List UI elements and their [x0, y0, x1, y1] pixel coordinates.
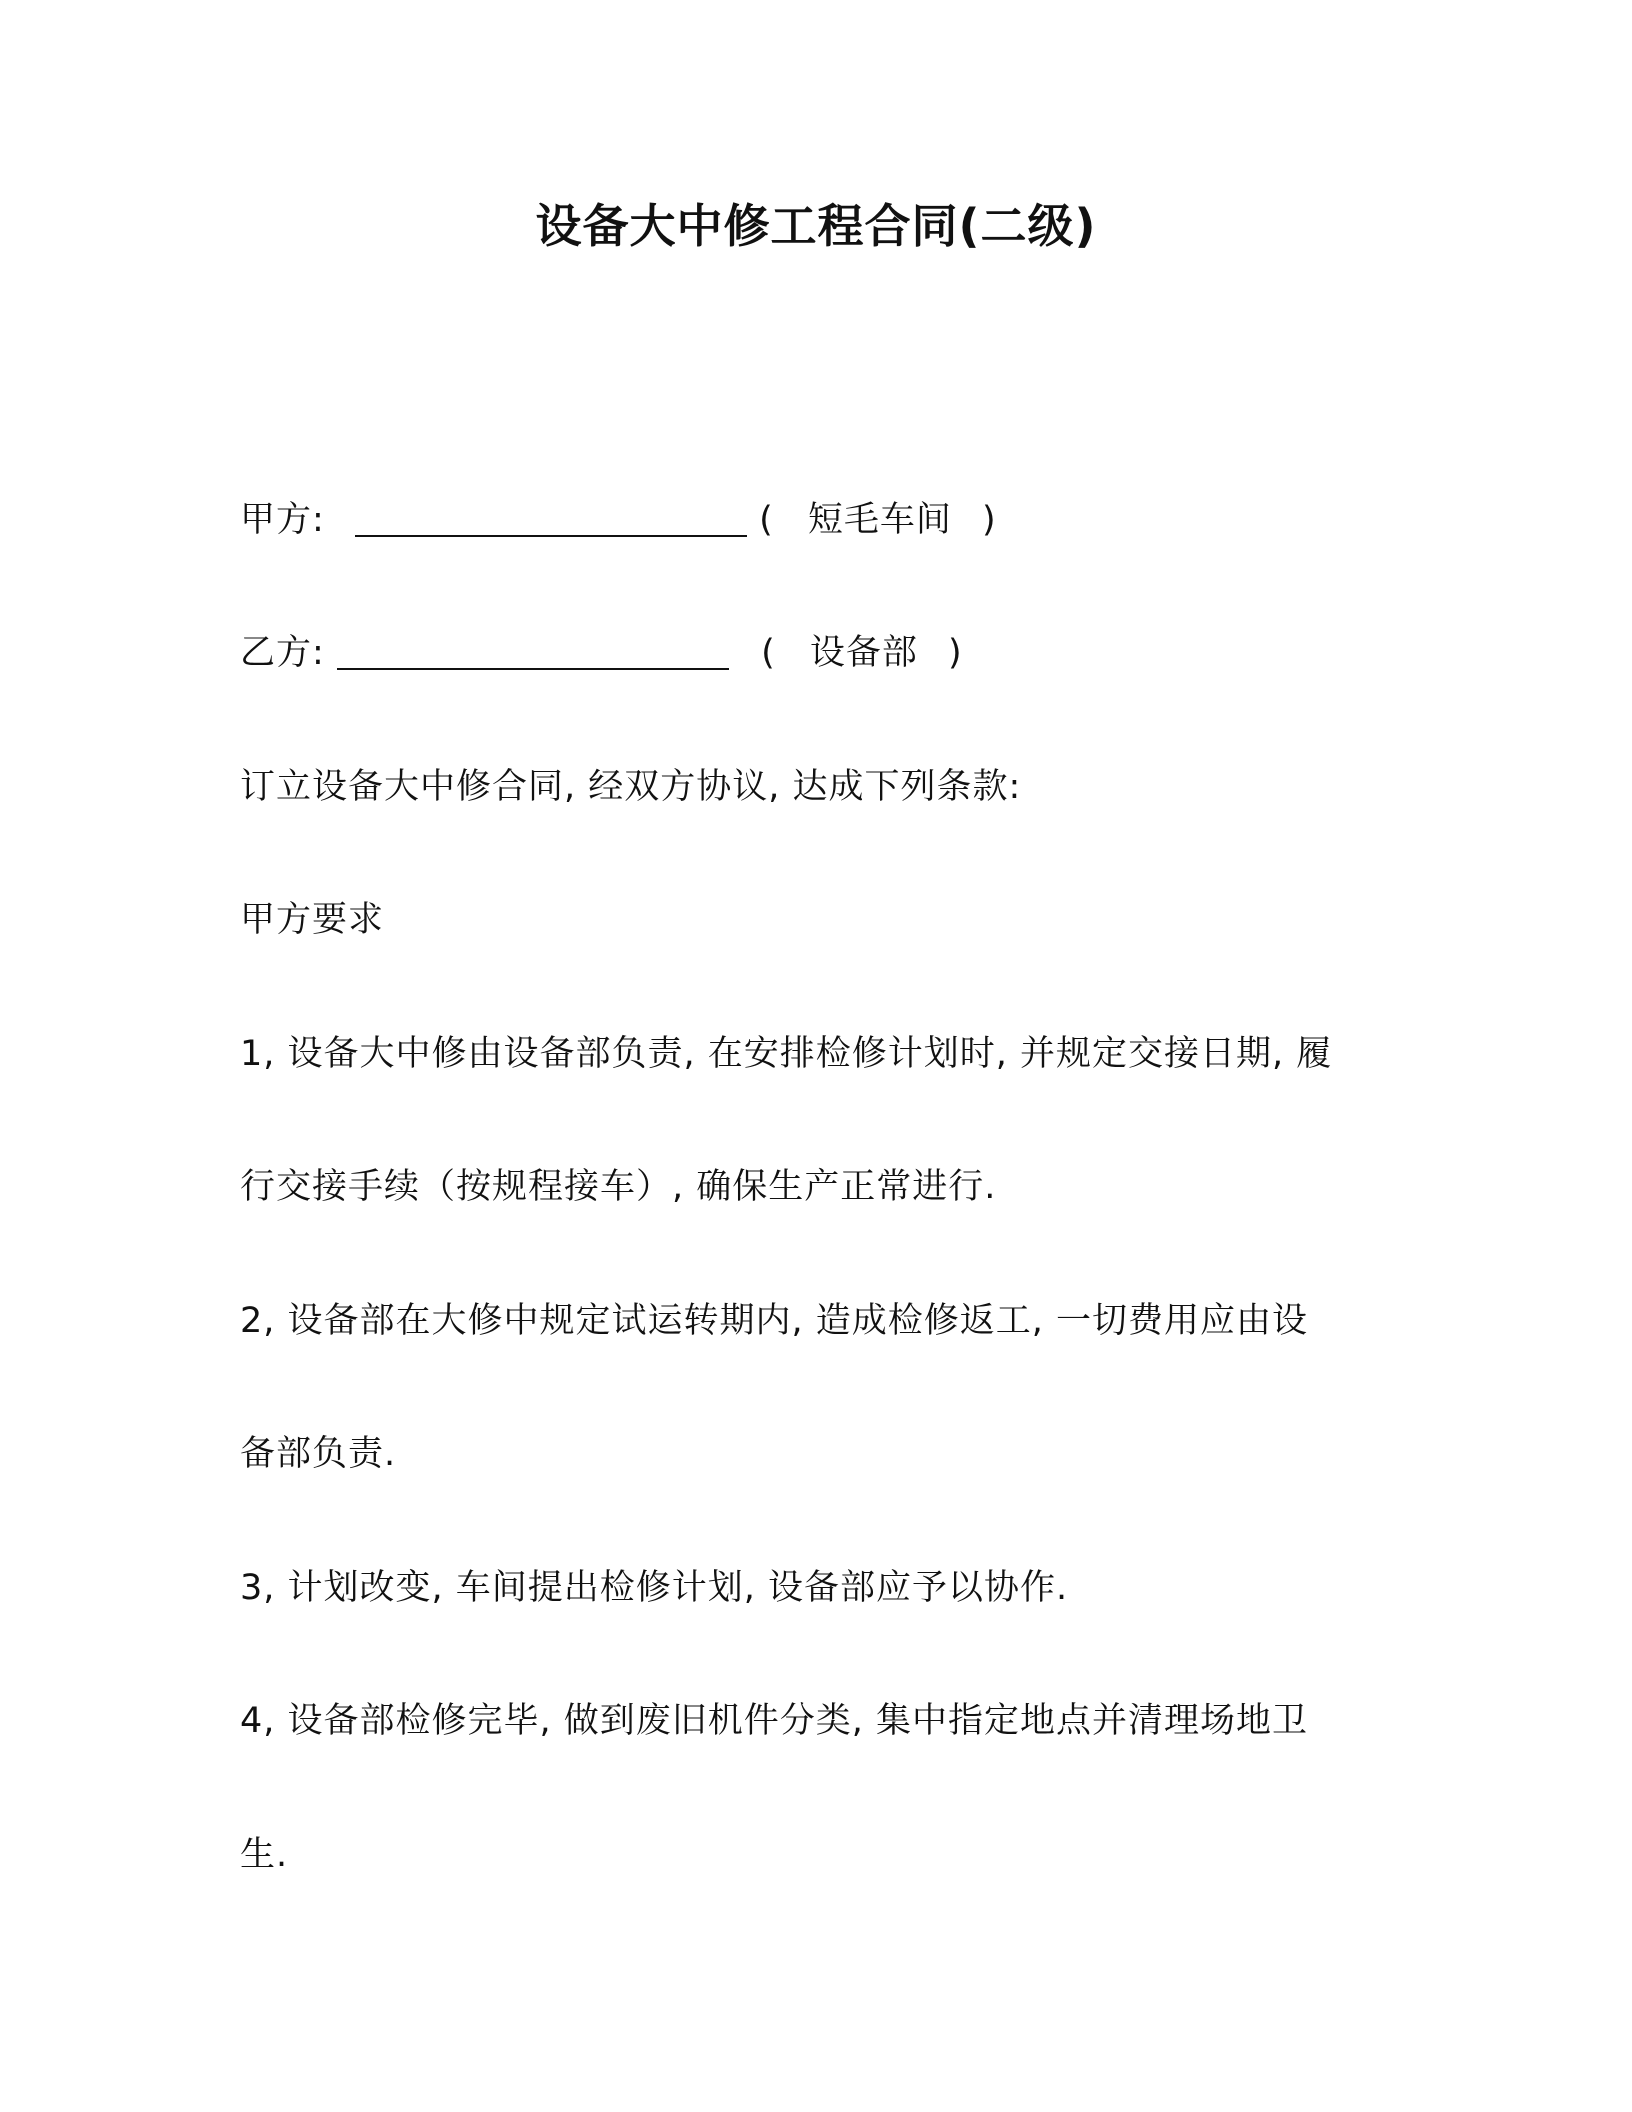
party-b-label: 乙方:	[240, 633, 325, 673]
clause-line: 备部负责.	[240, 1434, 397, 1474]
clause-line: 2, 设备部在大修中规定试运转期内, 造成检修返工, 一切费用应由设	[240, 1301, 1309, 1341]
party-a-label: 甲方:	[240, 500, 325, 540]
party-b-open-paren: (	[761, 633, 776, 673]
party-a-blank	[355, 495, 747, 537]
intro-paragraph: 订立设备大中修合同, 经双方协议, 达成下列条款:	[240, 767, 1022, 807]
section-heading: 甲方要求	[240, 900, 385, 940]
party-b-line	[240, 628, 963, 678]
party-b-blank	[337, 628, 729, 670]
clause-line: 3, 计划改变, 车间提出检修计划, 设备部应予以协作.	[240, 1568, 1069, 1608]
party-a-close-paren: )	[982, 500, 997, 540]
party-a-line	[240, 495, 997, 545]
party-b-close-paren: )	[948, 633, 963, 673]
clause-line: 4, 设备部检修完毕, 做到废旧机件分类, 集中指定地点并清理场地卫	[240, 1701, 1309, 1741]
document-title: 设备大中修工程合同(二级)	[535, 199, 1097, 253]
clause-line: 生.	[240, 1835, 289, 1875]
clause-line: 行交接手续（按规程接车）, 确保生产正常进行.	[240, 1167, 997, 1207]
clause-line: 1, 设备大中修由设备部负责, 在安排检修计划时, 并规定交接日期, 履	[240, 1034, 1333, 1074]
party-b-name: 设备部	[809, 633, 918, 673]
party-a-name: 短毛车间	[807, 500, 952, 540]
party-a-open-paren: (	[759, 500, 774, 540]
